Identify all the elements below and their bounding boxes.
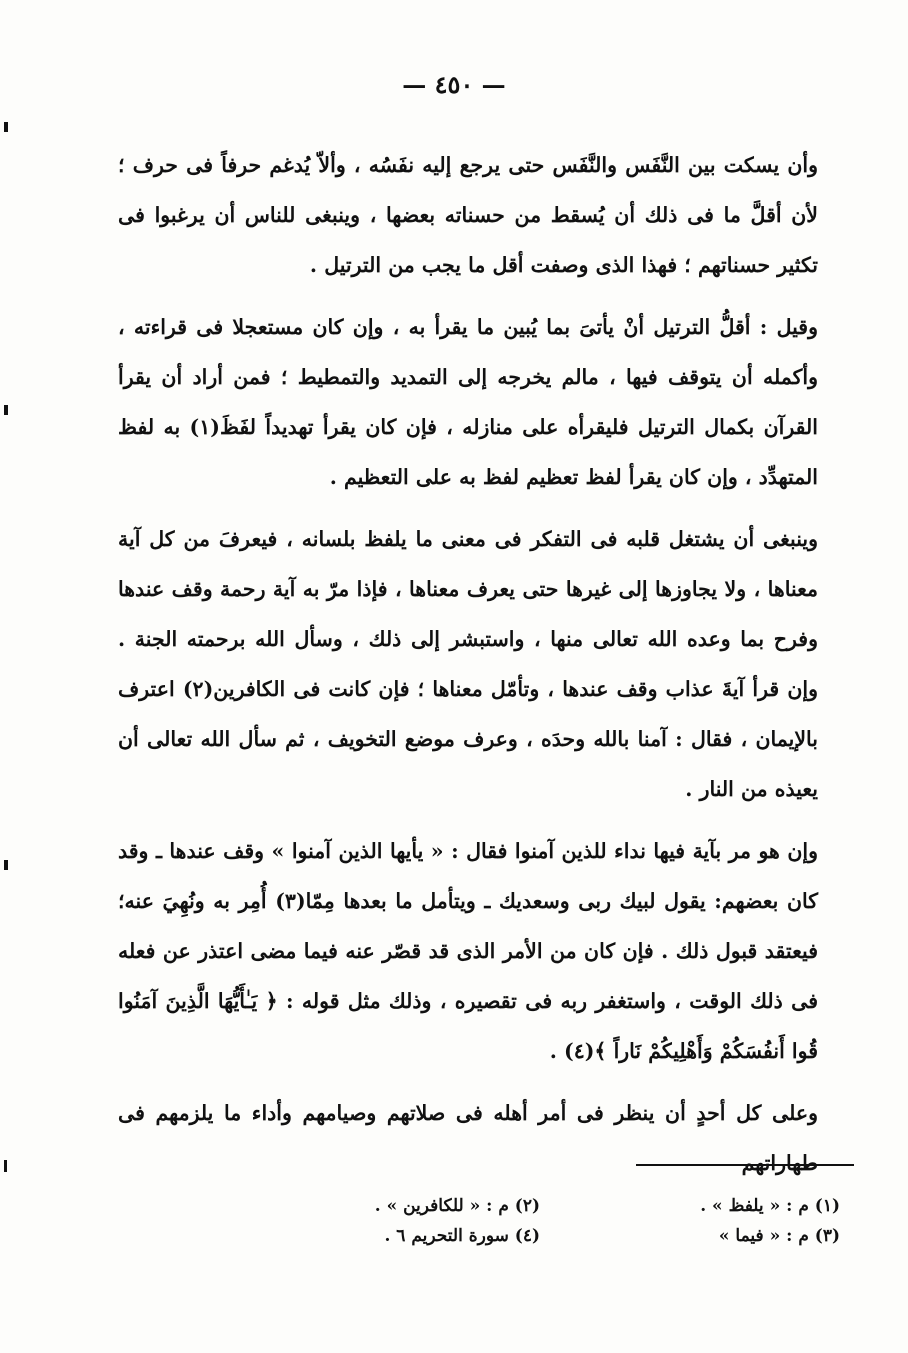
paragraph-2: وقيل : أقلُّ الترتيل أنْ يأتىَ بما يُبين ما يقرأ به ، وإن كان مستعجلا فى قراءته ، وأكمله أن يتوقف فيها ، مالم يخرجه إلى التمديد والتمطيط ؛ فمن أراد أن يقرأ القرآن بكمال الترتيل فليقرأه على منازله ، فإن كان يقرأ تهديداً لفَظَ(١) به لفظ المتهدِّد ، وإن كان يقرأ لفظ تعظيم لفظ به على التعظيم . [118, 315, 818, 489]
paragraph-3: وينبغى أن يشتغل قلبه فى التفكر فى معنى ما يلفظ بلسانه ، فيعرفَ من كل آية معناها ، ولا يجاوزها إلى غيرها حتى يعرف معناها ، فإذا مرّ به آية رحمة وقف عندها وفرح بما وعده الله تعالى منها ، واستبشر إلى ذلك ، وسأل الله برحمته الجنة . وإن قرأ آيةَ عذاب وقف عندها ، وتأمّل معناها ؛ فإن كانت فى الكافرين(٢) اعترف بالإيمان ، فقال : آمنا بالله وحدَه ، وعرف موضع التخويف ، ثم سأل الله تعالى أن يعيذه من النار . [118, 527, 819, 801]
footnote-4: (٤) سورة التحريم ٦ . [384, 1226, 540, 1246]
body-text [118, 140, 818, 1188]
footnote-2: (٢) م : « للكافرين » . [374, 1196, 540, 1216]
footnote-separator [636, 1164, 854, 1166]
scan-edge-mark [4, 1160, 7, 1172]
page-number: — ٤٥٠ — [402, 70, 506, 99]
paragraph-4: وإن هو مر بآية فيها نداء للذين آمنوا فقال : « يأيها الذين آمنوا » وقف عندها ـ وقد كان بعضهم: يقول لبيك ربى وسعديك ـ ويتأمل ما بعدها مِمّا(٣) أُمِر به ونُهِيَ عنه؛ فيعتقد قبول ذلك . فإن كان من الأمر الذى قد قصّر عنه فيما مضى اعتذر عن فعله فى ذلك الوقت ، واستغفر ربه فى تقصيره ، وذلك مثل قوله : ﴿ يَـٰأَيُّهَا الَّذِينَ آمَنُوا قُوا أَنفُسَكُمْ وَأَهْلِيكُمْ نَاراً ﴾(٤) . [118, 839, 818, 1063]
footnote-3: (٣) م : « فيما » [718, 1226, 840, 1246]
scan-edge-mark [4, 405, 8, 415]
scan-edge-mark [4, 122, 8, 132]
paragraph-1: وأن يسكت بين النَّفَس والنَّفَس حتى يرجع إليه نفَسُه ، وألاّ يُدغم حرفاً فى حرف ؛ لأن أقلَّ ما فى ذلك أن يُسقط من حسناته بعضها ، وينبغى للناس أن يرغبوا فى تكثير حسناتهم ؛ فهذا الذى وصفت أقل ما يجب من الترتيل . [118, 153, 818, 277]
paragraph-5: وعلى كل أحدٍ أن ينظر فى أمر أهله فى صلاتهم وصيامهم وأداء ما يلزمهم فى طهاراتهم [118, 1101, 818, 1175]
footnote-1: (١) م : « يلفظ » . [700, 1196, 840, 1216]
footnotes [240, 1196, 840, 1256]
scan-edge-mark [4, 860, 8, 870]
